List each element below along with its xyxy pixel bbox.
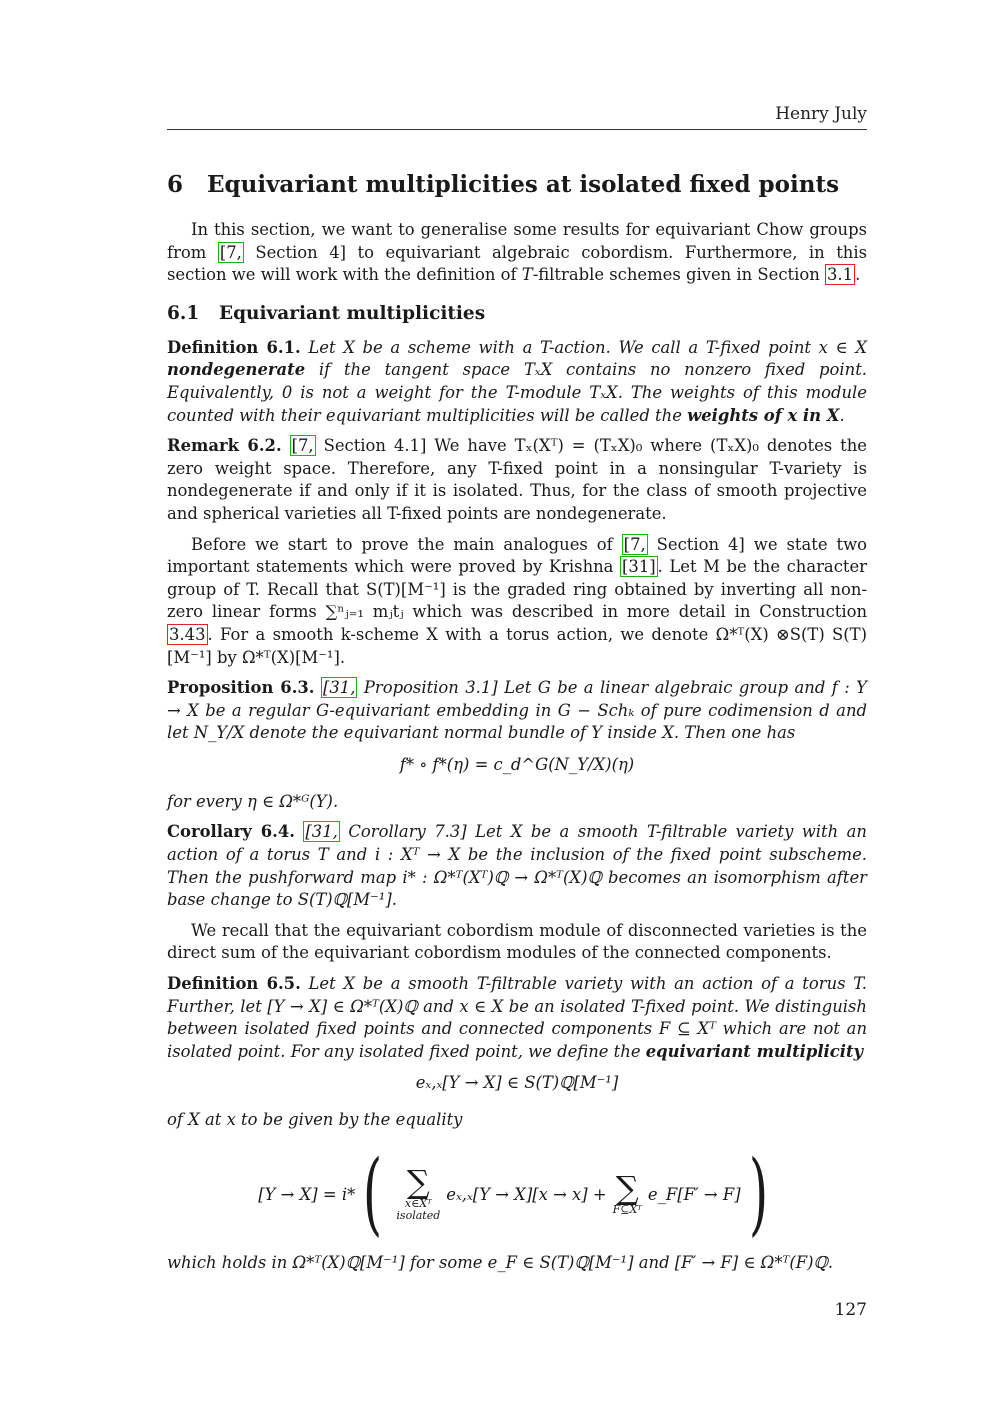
- paragraph-recall: We recall that the equivariant cobordism module of disconnected varieties is the direct sum of the equivariant cobordism modules of the connected components.: [167, 920, 867, 963]
- citation-link[interactable]: [31,: [322, 678, 356, 698]
- page: [167, 0, 867, 1414]
- equation-decomposition: [167, 1141, 867, 1246]
- running-head: Henry July: [775, 104, 867, 124]
- definition-label: Definition 6.5.: [167, 974, 301, 994]
- citation-link[interactable]: [7,: [219, 242, 242, 262]
- definition-6-1: Definition 6.1. Let X be a scheme with a T-action. We call a T-fixed point x ∈ X nondegenerate if the tangent space TₓX contains no nonzero fixed point. Equivalently, 0 is not a weight for the T-module TₓX. The weights of this module counted with their equivariant multiplicities will be called the weights of x in X.: [167, 337, 867, 425]
- construction-reference-link[interactable]: 3.43: [169, 624, 206, 644]
- definition-label: Definition 6.1.: [167, 337, 301, 357]
- definition-6-5: Definition 6.5. Let X be a smooth T-filtrable variety with an action of a torus T. Further, let [Y → X] ∈ Ω*ᵀ(X)ℚ and x ∈ X be an isolated T-fixed point. We distinguish between isolated fixed points and connected components F ⊆ Xᵀ which are not an isolated point. For any isolated fixed point, we define the equivariant multiplicity: [167, 974, 867, 1061]
- sum-components: [612, 1169, 642, 1216]
- page-number: 127: [834, 1300, 867, 1320]
- citation-link[interactable]: [7,: [291, 436, 314, 456]
- remark-6-2: Remark 6.2. [7, Section 4.1] We have Tₓ(Xᵀ) = (TₓX)₀ where (TₓX)₀ denotes the zero weight space. Therefore, any T-fixed point in a nonsingular T-variety is nondegenerate if and only if it is isolated. Thus, for the class of smooth projective and spherical varieties all T-fixed points are nondegenerate.: [167, 436, 867, 523]
- corollary-label: Corollary 6.4.: [167, 822, 295, 842]
- equation-lhs: [Y → X] = i*: [258, 1184, 356, 1204]
- sum-subscript: x∈Xᵀ: [404, 1197, 432, 1210]
- subsection-heading: [167, 301, 867, 327]
- citation-link[interactable]: [31,: [305, 822, 338, 842]
- citation-link[interactable]: [7,: [623, 534, 646, 554]
- citation-link[interactable]: [31]: [622, 557, 656, 577]
- proposition-after: for every η ∈ Ω*ᴳ(Y).: [167, 791, 339, 811]
- sum-subscript: F⊆Xᵀ: [612, 1203, 642, 1216]
- subsection-title: Equivariant multiplicities: [219, 302, 486, 324]
- definition-final: which holds in Ω*ᵀ(X)ℚ[M⁻¹] for some e_F ∈ S(T)ℚ[M⁻¹] and [F′ → F] ∈ Ω*ᵀ(F)ℚ.: [167, 1253, 834, 1272]
- section-number: 6: [167, 171, 184, 198]
- sum-symbol: ∑: [406, 1163, 430, 1201]
- remark-label: Remark 6.2.: [167, 436, 282, 456]
- proposition-label: Proposition 6.3.: [167, 678, 315, 698]
- term-equivariant-multiplicity: equivariant multiplicity: [645, 1041, 864, 1061]
- section-heading: [167, 168, 867, 202]
- proposition-6-3: Proposition 6.3. [31, Proposition 3.1] Let G be a linear algebraic group and f : Y → X be a regular G-equivariant embedding in G − Schₖ of pure codimension d and let N_Y/X denote the equivariant normal bundle of Y inside X. Then one has: [167, 678, 868, 743]
- equation-term: e_F[F′ → F]: [647, 1184, 741, 1204]
- term-weights: weights of x in X: [687, 405, 840, 425]
- section-title: Equivariant multiplicities at isolated fixed points: [207, 171, 840, 198]
- equation-multiplicity: eₓ,ₓ[Y → X] ∈ S(T)ℚ[M⁻¹]: [415, 1073, 619, 1093]
- sum-symbol: ∑: [615, 1169, 639, 1207]
- sum-isolated: [396, 1163, 441, 1222]
- intro-paragraph: In this section, we want to generalise some results for equivariant Chow groups from [7, Section 4] to equivariant algebraic cobordism. Furthermore, in this section we will work with the definition of T-filtrable schemes given in Section 3.1 .: [167, 220, 867, 285]
- right-paren: ): [748, 1141, 768, 1246]
- left-paren: (: [363, 1141, 383, 1246]
- term-nondegenerate: nondegenerate: [167, 360, 306, 380]
- subsection-number: 6.1: [167, 302, 200, 324]
- header-rule: [167, 129, 867, 130]
- section-reference-link[interactable]: 3.1: [827, 265, 854, 285]
- corollary-6-4: Corollary 6.4. [31, Corollary 7.3] Let X be a smooth T-filtrable variety with an action of a torus T and i : Xᵀ → X be the inclusion of the fixed point subscheme. Then the pushforward map i* : Ω*ᵀ(Xᵀ)ℚ → Ω*ᵀ(X)ℚ becomes an isomorphism after base change to S(T)ℚ[M⁻¹].: [167, 822, 867, 910]
- equation-term: eₓ,ₓ[Y → X][x → x] +: [446, 1184, 607, 1204]
- sum-subscript: isolated: [396, 1209, 441, 1222]
- definition-middle: of X at x to be given by the equality: [167, 1110, 463, 1130]
- main-content: [167, 168, 867, 1283]
- paragraph-before: Before we start to prove the main analogues of [7, Section 4] we state two important statements which were proved by Krishna [31] . Let M be the character group of T. Recall that S(T)[M⁻¹] is the graded ring obtained by inverting all non-zero linear forms ∑ⁿⱼ₌₁ mⱼtⱼ which was described in more detail in Construction 3.43 . For a smooth k-scheme X with a torus action, we denote Ω*ᵀ(X) ⊗S(T) S(T)[M⁻¹] by Ω*ᵀ(X)[M⁻¹].: [167, 534, 867, 667]
- equation-proposition: f* ∘ f*(η) = c_d^G(N_Y/X)(η): [399, 754, 635, 774]
